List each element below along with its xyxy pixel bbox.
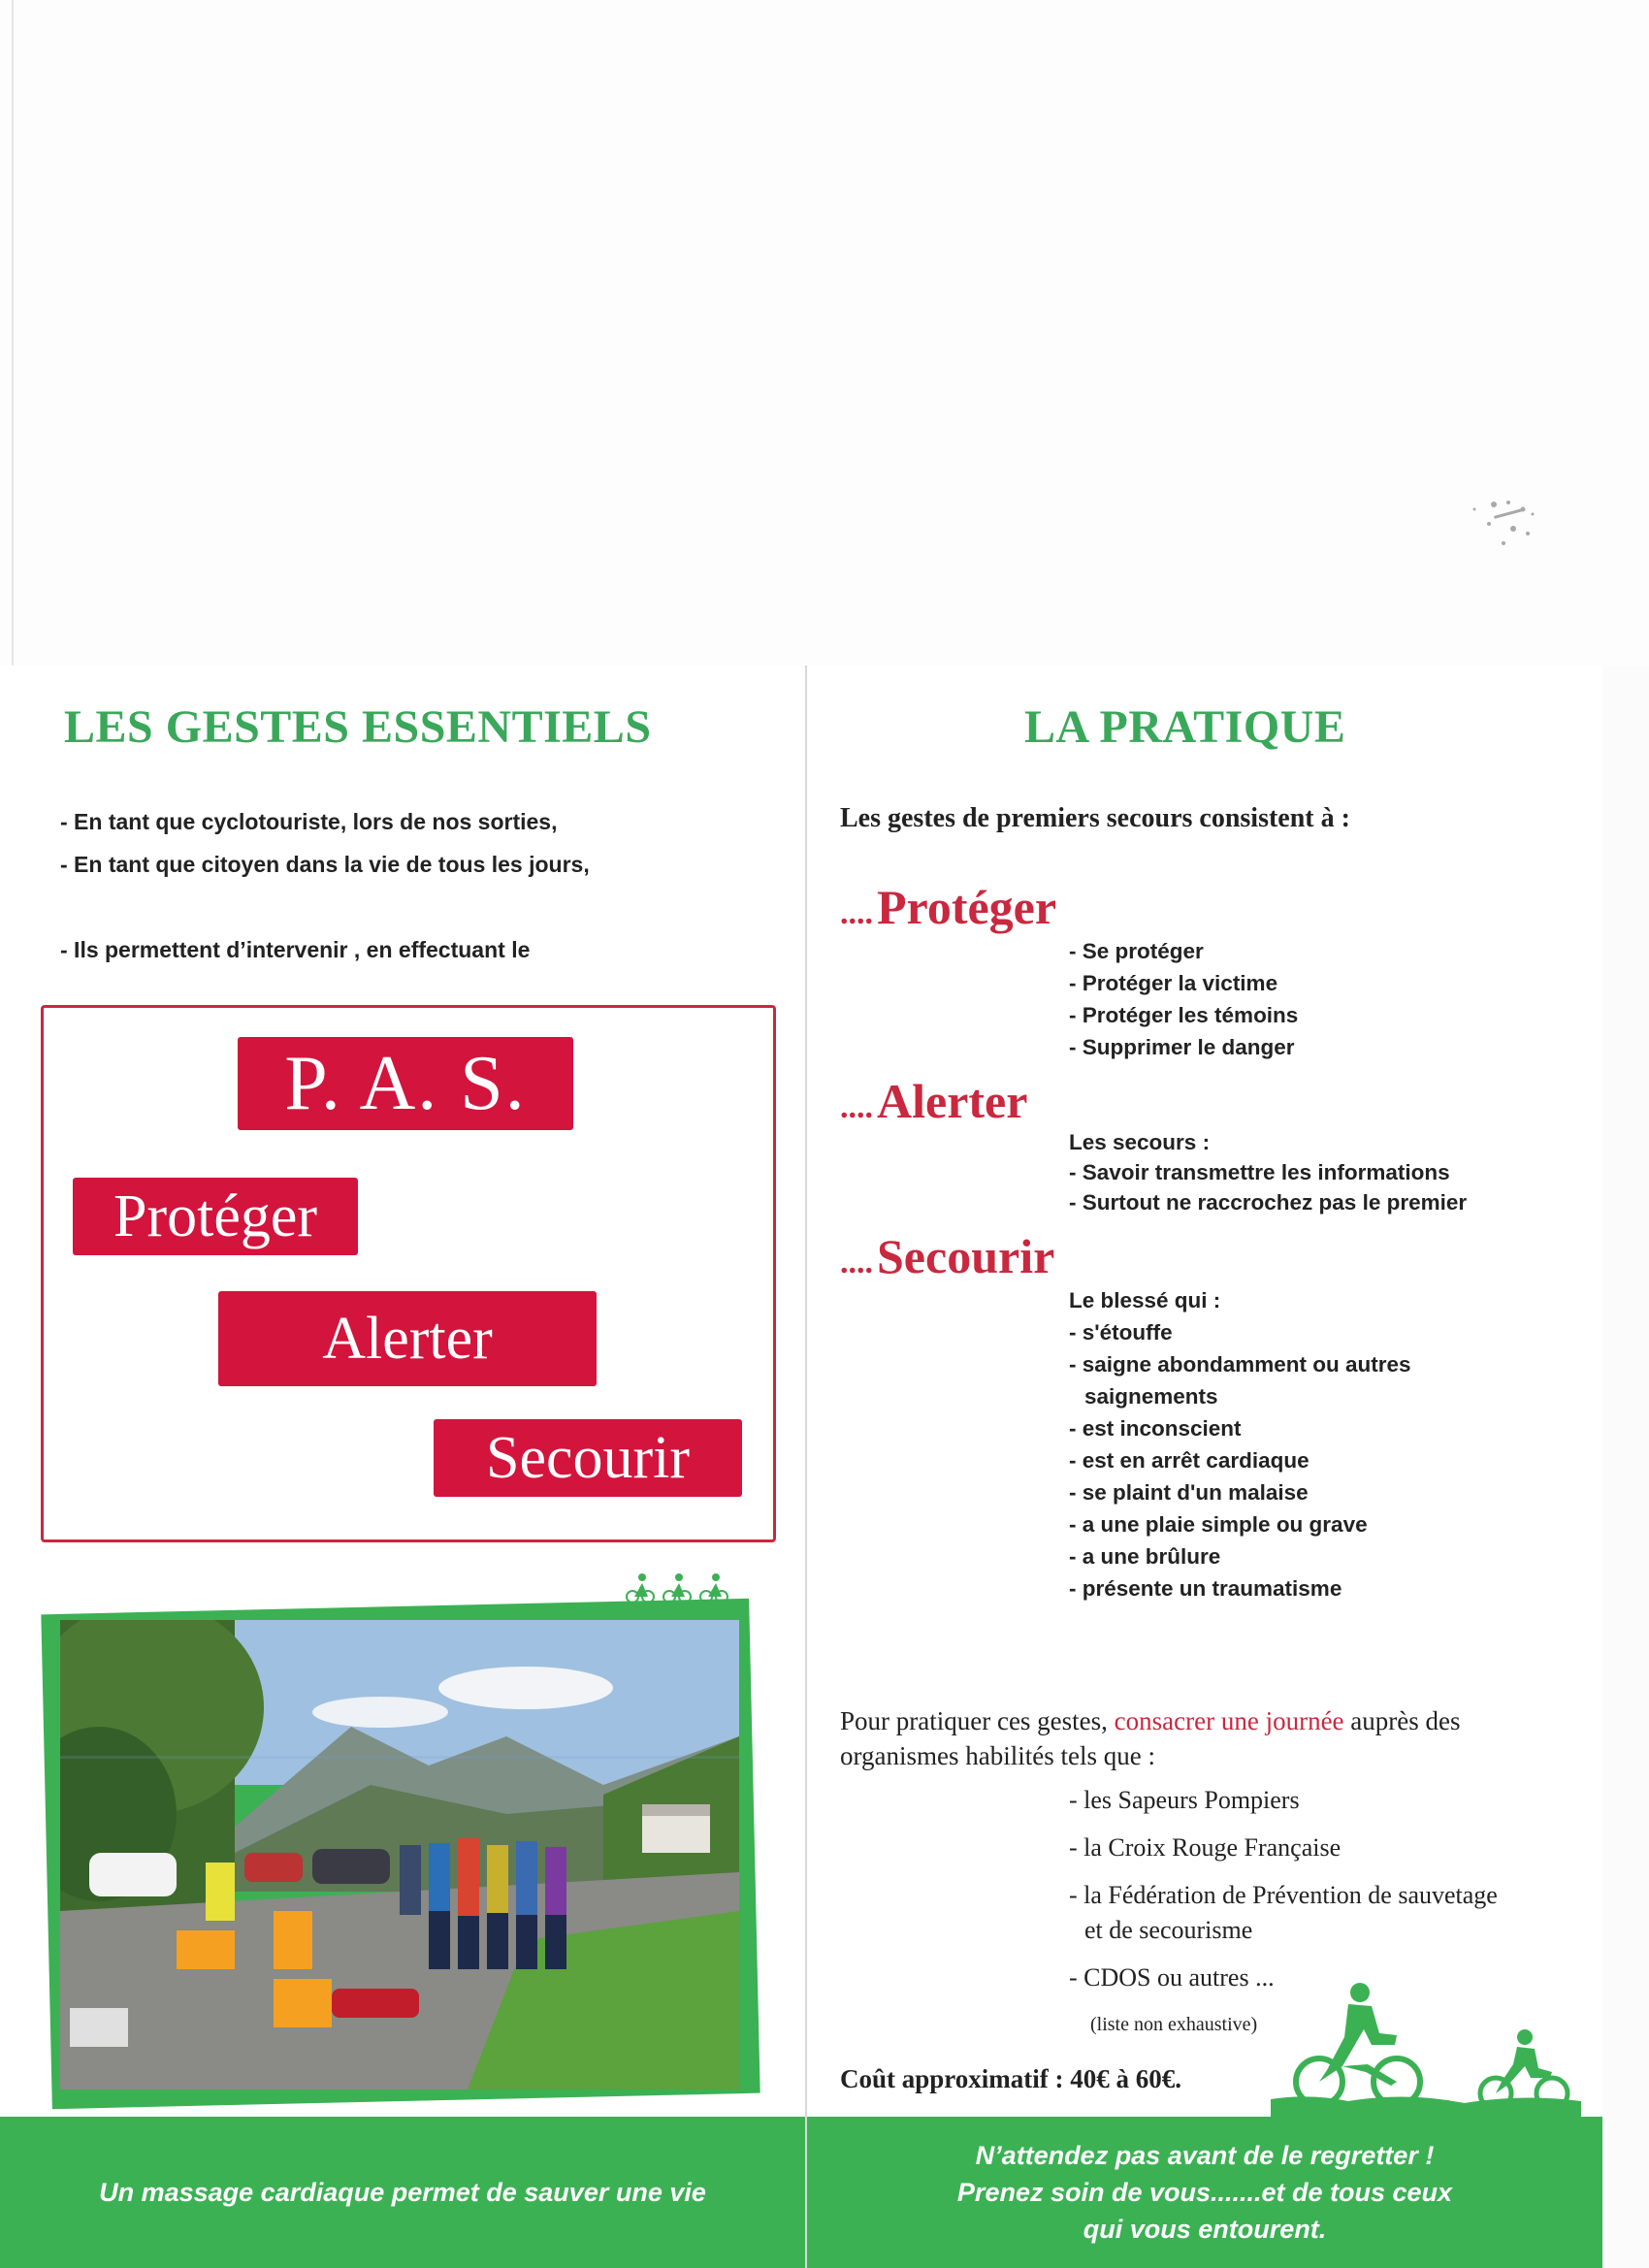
list-item: - a une brûlure (1069, 1544, 1221, 1569)
list-item: - a une plaie simple ou grave (1069, 1512, 1368, 1537)
practice-paragraph (840, 1703, 1558, 1773)
right-panel (807, 665, 1602, 2268)
practice-highlight: consacrer une journée (1114, 1706, 1344, 1735)
title-dots: .... (840, 1245, 873, 1280)
list-item: - Surtout ne raccrochez pas le premier (1069, 1190, 1468, 1215)
title-word: Protéger (877, 880, 1057, 934)
list-item: - présente un traumatisme (1069, 1576, 1342, 1601)
intro-line-1: - En tant que cyclotouriste, lors de nos sorties, (60, 809, 558, 834)
practice-after: auprès des organismes habilités tels que : (840, 1706, 1461, 1770)
list-item: - est inconscient (1069, 1416, 1242, 1441)
list-item: - Supprimer le danger (1069, 1035, 1295, 1059)
first-aid-scene-photo (60, 1620, 739, 2090)
banner-line-1: N’attendez pas avant de le regretter ! (975, 2141, 1435, 2170)
list-item: - la Croix Rouge Française (1069, 1833, 1342, 1862)
intro-line-3: - Ils permettent d’intervenir , en effectuant le (60, 937, 531, 962)
pas-secourir: Secourir (434, 1419, 742, 1497)
section-title-proteger (840, 879, 1056, 935)
pas-alerter: Alerter (218, 1291, 597, 1386)
banner-line-3: qui vous entourent. (1083, 2215, 1327, 2244)
pas-box (41, 1005, 776, 1542)
list-item: - les Sapeurs Pompiers (1069, 1786, 1300, 1814)
practice-before: Pour pratiquer ces gestes, (840, 1706, 1108, 1735)
scan-margin (1602, 665, 1649, 2268)
list-item: - Protéger les témoins (1069, 1003, 1299, 1027)
cyclists-silhouette-icon (1271, 1975, 1581, 2117)
title-word: Alerter (877, 1074, 1028, 1128)
blank-scan-area (0, 0, 1649, 665)
list-item: Le blessé qui : (1069, 1288, 1221, 1312)
section-title-alerter (840, 1073, 1027, 1129)
banner-line-2: Prenez soin de vous.......et de tous ceux (956, 2178, 1453, 2207)
cost-text: Coût approximatif : 40€ à 60€. (840, 2064, 1182, 2093)
left-heading: LES GESTES ESSENTIELS (64, 701, 652, 753)
scan-smudge (1436, 485, 1552, 563)
list-item: - Se protéger (1069, 939, 1204, 963)
list-item: - est en arrêt cardiaque (1069, 1448, 1310, 1473)
list-item: saignements (1084, 1384, 1218, 1409)
list-item: - s'étouffe (1069, 1320, 1173, 1345)
photo-frame (47, 1606, 755, 2101)
right-banner (807, 2117, 1602, 2268)
list-item: - Savoir transmettre les informations (1069, 1160, 1450, 1184)
lead-text: Les gestes de premiers secours consistent à : (840, 803, 1350, 833)
pas-proteger: Protéger (73, 1178, 358, 1255)
left-banner: Un massage cardiaque permet de sauver une vie (0, 2117, 805, 2268)
right-heading: LA PRATIQUE (1024, 701, 1346, 753)
pas-title: P. A. S. (238, 1037, 573, 1130)
scan-edge (12, 0, 14, 665)
list-item: et de secourisme (1084, 1916, 1253, 1944)
list-item: - saigne abondamment ou autres (1069, 1352, 1411, 1377)
intro-line-2: - En tant que citoyen dans la vie de tous les jours, (60, 852, 590, 877)
list-item: - CDOS ou autres ... (1069, 1963, 1275, 1992)
title-dots: .... (840, 1089, 873, 1125)
list-item: - Protéger la victime (1069, 971, 1278, 995)
title-word: Secourir (877, 1229, 1055, 1283)
section-title-secourir (840, 1228, 1054, 1284)
list-item: - se plaint d'un malaise (1069, 1480, 1309, 1505)
list-item: - la Fédération de Prévention de sauvetage (1069, 1881, 1498, 1909)
alerter-list (1069, 1127, 1467, 1217)
list-item: Les secours : (1069, 1130, 1211, 1154)
secourir-list (1069, 1284, 1411, 1604)
title-dots: .... (840, 895, 873, 931)
left-panel (0, 665, 807, 2268)
proteger-list (1069, 935, 1298, 1063)
list-note: (liste non exhaustive) (1090, 2014, 1258, 2035)
